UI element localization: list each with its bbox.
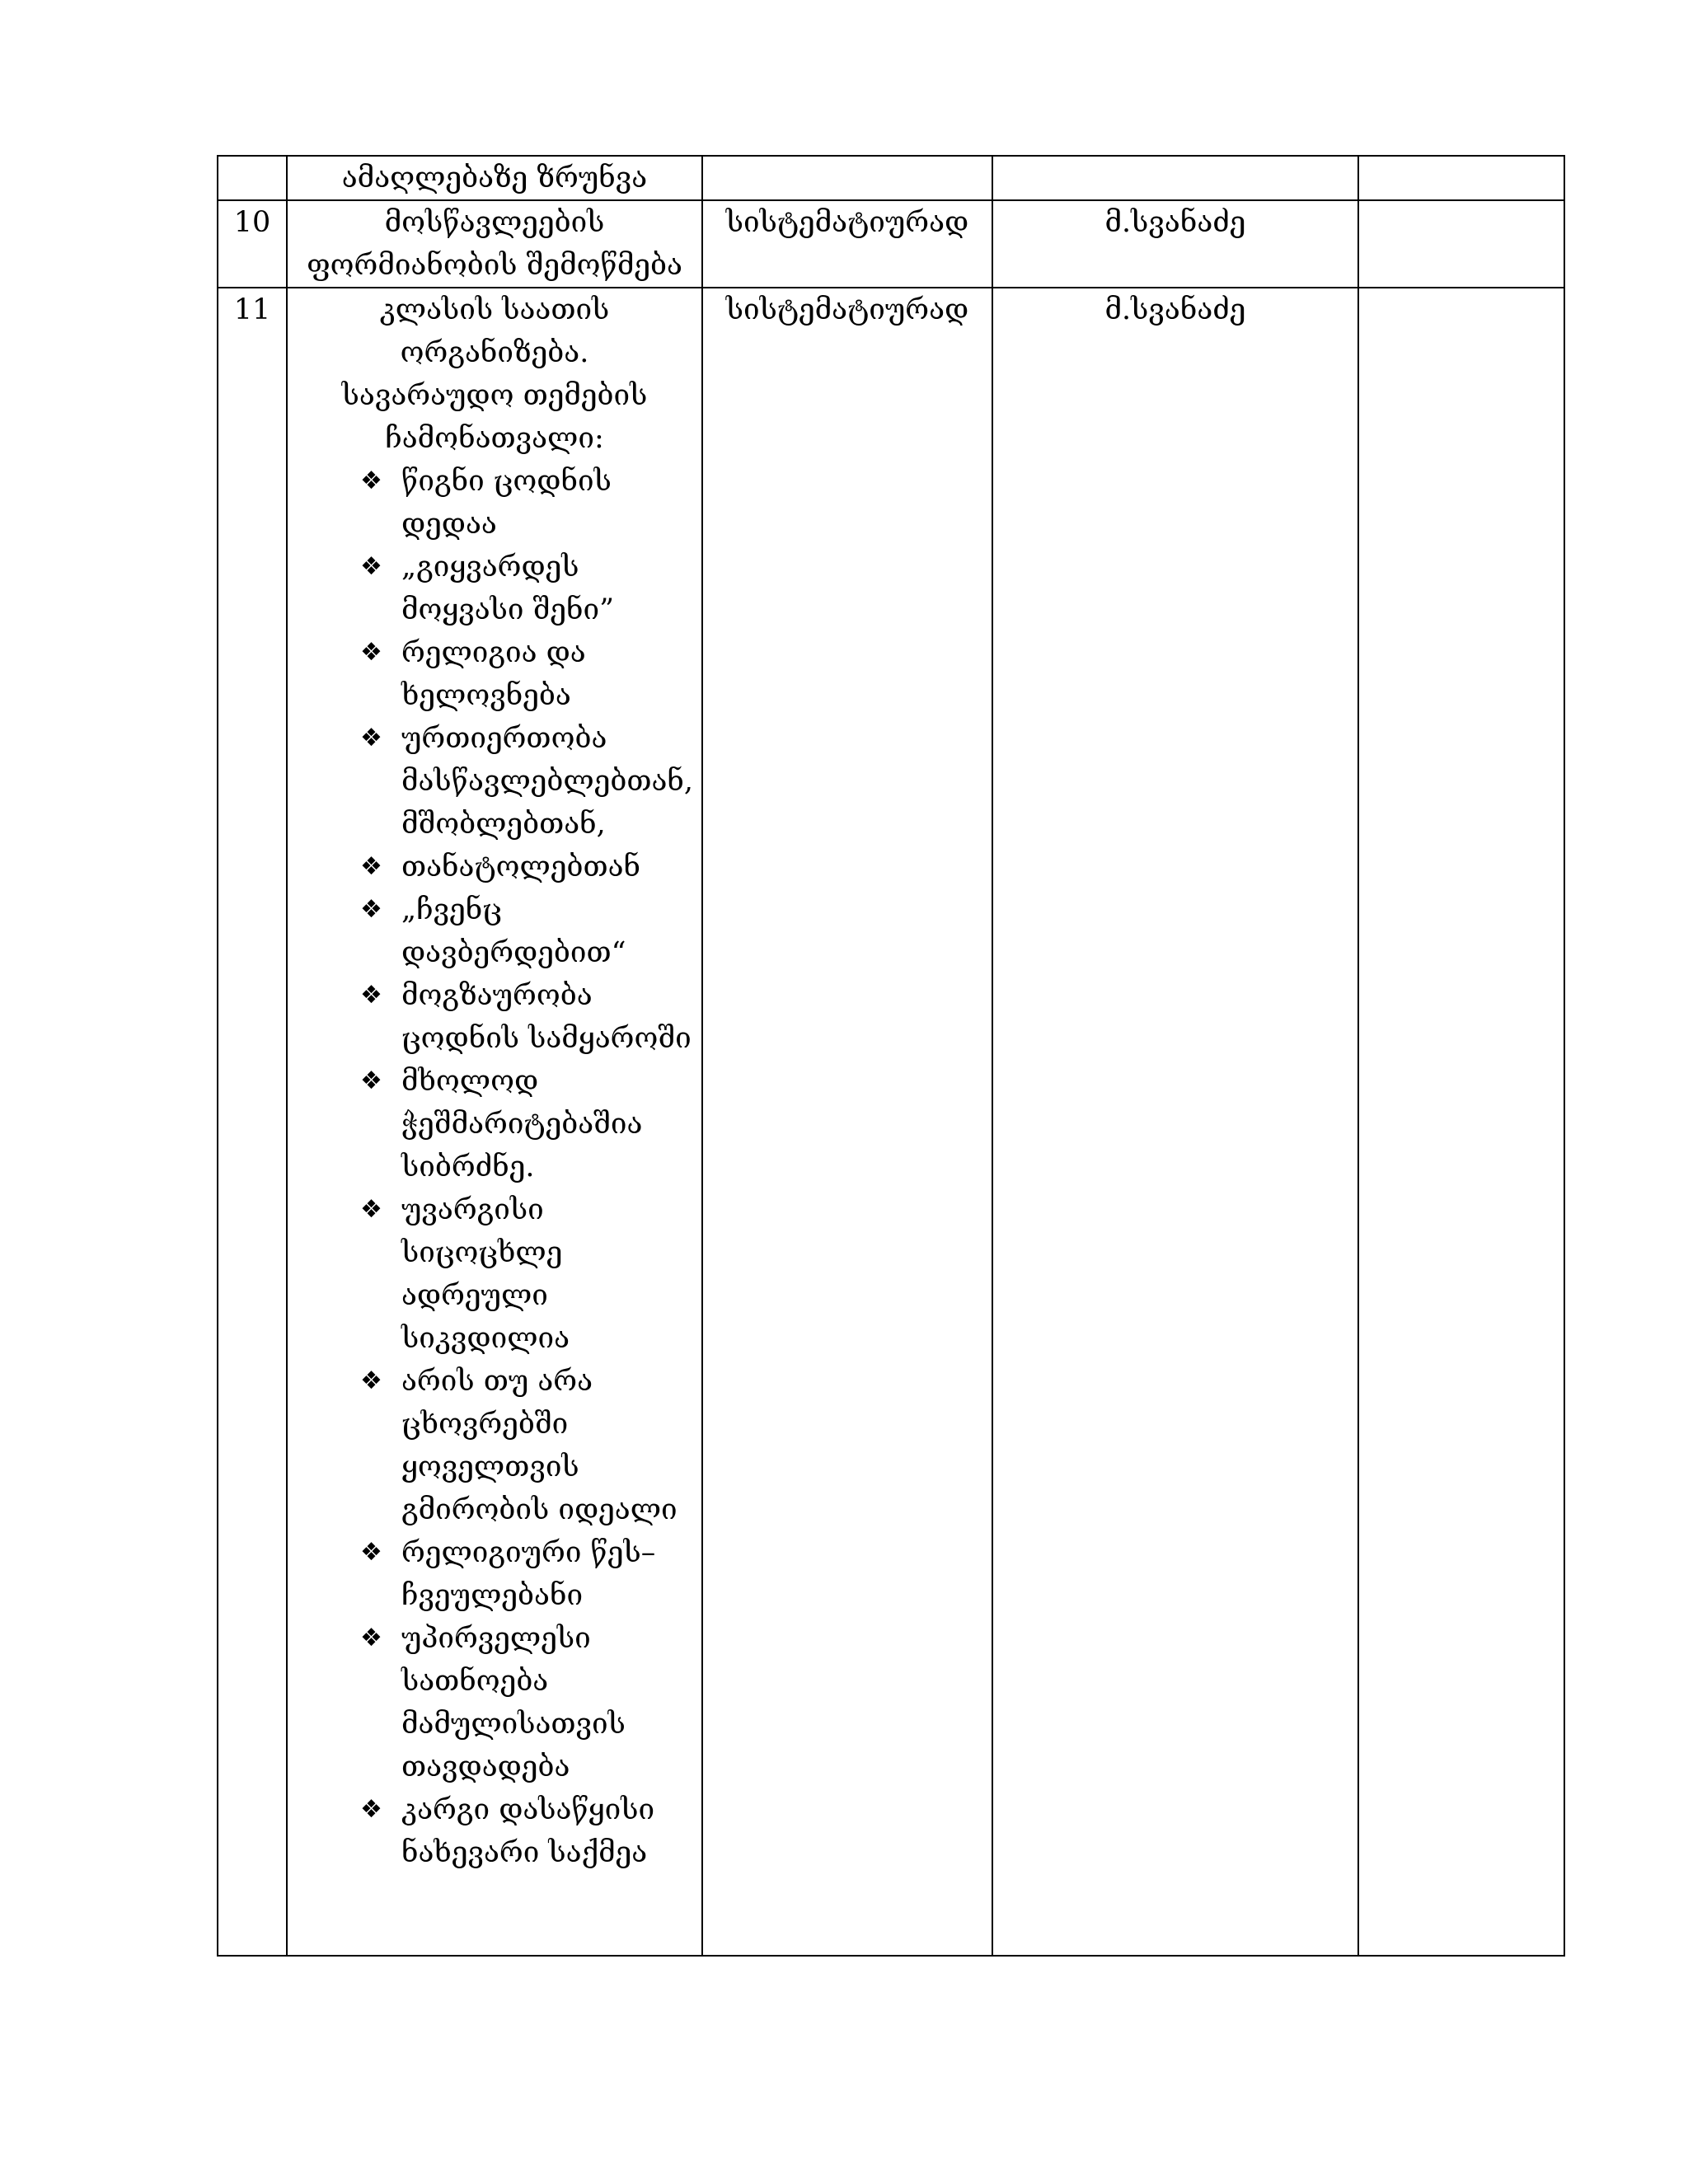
activity-plan-table: [217, 155, 1565, 1957]
topic-text: მხოლოდ: [401, 1065, 539, 1098]
diamond-bullet-icon: ❖: [360, 466, 382, 495]
responsible-cell: [992, 156, 1358, 200]
topic-text: თავდადება: [401, 1750, 570, 1783]
diamond-bullet-icon: ❖: [360, 1066, 382, 1095]
topic-list-item: [360, 888, 695, 974]
topic-text: მშობლებთან,: [401, 808, 606, 841]
topic-text: ჩვეულებანი: [401, 1579, 584, 1612]
topic-text: უვარგისი: [401, 1193, 544, 1226]
topic-text: მოყვასი შენი”: [401, 593, 615, 626]
topic-list-item: [360, 1788, 695, 1874]
topic-text: ურთიერთობა: [401, 722, 607, 755]
topic-text: სიცოცხლე: [401, 1236, 563, 1269]
diamond-bullet-icon: ❖: [360, 1624, 382, 1652]
topic-list-item: [360, 460, 695, 546]
row-number-cell: 11: [218, 288, 287, 1956]
diamond-bullet-icon: ❖: [360, 1538, 382, 1567]
topic-text: სათნოება: [401, 1665, 549, 1698]
row-number-cell: [218, 156, 287, 200]
topic-list-item: [360, 1360, 695, 1531]
topic-text: მოგზაურობა: [401, 979, 593, 1012]
timing-cell: სისტემატიურად: [702, 200, 992, 288]
activity-cell: [287, 156, 702, 200]
topic-list-item: [360, 631, 695, 717]
topic-text: ნახევარი საქმეა: [401, 1836, 648, 1869]
topic-text: დედაა: [401, 508, 497, 541]
topic-list-item: [360, 546, 695, 631]
activity-text: ორგანიზება.: [400, 336, 589, 369]
topic-text: მასწავლებლებთან,: [401, 765, 694, 798]
topic-text: წიგნი ცოდნის: [401, 465, 612, 498]
topic-text: ცხოვრებში: [401, 1408, 569, 1441]
activity-text: კლასის საათის: [379, 293, 610, 326]
topic-list-item: [360, 717, 695, 846]
topic-text: უპირველესი: [401, 1622, 591, 1655]
topic-text: რელიგია და: [401, 636, 586, 669]
topic-list-item: [360, 846, 695, 888]
note-cell: [1358, 156, 1564, 200]
activity-cell: [287, 200, 702, 288]
activity-text: ფორმიანობის შემოწმება: [307, 249, 682, 282]
topic-text: კარგი დასაწყისი: [401, 1793, 655, 1826]
activity-text: სავარაუდო თემების: [341, 379, 648, 412]
topic-list-item: [360, 974, 695, 1060]
diamond-bullet-icon: ❖: [360, 1195, 382, 1224]
activity-intro: [294, 288, 695, 460]
timing-cell: [702, 156, 992, 200]
activity-cell: [287, 288, 702, 1956]
topic-text: თანატოლებთან: [401, 851, 641, 883]
topic-text: ცოდნის სამყაროში: [401, 1022, 692, 1055]
diamond-bullet-icon: ❖: [360, 1795, 382, 1824]
diamond-bullet-icon: ❖: [360, 852, 382, 881]
diamond-bullet-icon: ❖: [360, 724, 382, 752]
timing-cell: სისტემატიურად: [702, 288, 992, 1956]
topic-text: „გიყვარდეს: [401, 551, 579, 583]
diamond-bullet-icon: ❖: [360, 1366, 382, 1395]
topics-list: [294, 460, 695, 1874]
topic-text: სიბრძნე.: [401, 1151, 535, 1183]
diamond-bullet-icon: ❖: [360, 638, 382, 667]
table-row: [218, 200, 1564, 288]
responsible-cell: მ.სვანაძე: [992, 200, 1358, 288]
activity-text: მოსწავლეების: [384, 206, 605, 239]
topic-text: ადრეული: [401, 1279, 548, 1312]
topic-text: დავბერდებით“: [401, 936, 626, 969]
topic-list-item: [360, 1188, 695, 1360]
topic-text: გმირობის იდეალი: [401, 1493, 678, 1526]
topic-text: „ჩვენც: [401, 893, 502, 926]
diamond-bullet-icon: ❖: [360, 981, 382, 1010]
topic-text: რელიგიური წეს–: [401, 1536, 656, 1569]
topic-text: ხელოვნება: [401, 679, 571, 712]
note-cell: [1358, 288, 1564, 1956]
diamond-bullet-icon: ❖: [360, 895, 382, 924]
activity-text: ჩამონათვალი:: [385, 422, 604, 455]
topic-text: ყოველთვის: [401, 1451, 579, 1483]
diamond-bullet-icon: ❖: [360, 552, 382, 581]
row-number-cell: 10: [218, 200, 287, 288]
responsible-cell: მ.სვანაძე: [992, 288, 1358, 1956]
topic-list-item: [360, 1531, 695, 1617]
topic-text: სიკვდილია: [401, 1322, 570, 1355]
note-cell: [1358, 200, 1564, 288]
topic-text: ჭეშმარიტებაშია: [401, 1108, 643, 1141]
topic-list-item: [360, 1060, 695, 1188]
topic-text: არის თუ არა: [401, 1365, 593, 1398]
table-row: [218, 156, 1564, 200]
table-row: [218, 288, 1564, 1956]
activity-text: ამაღლებაზე ზრუნვა: [341, 162, 648, 194]
topic-list-item: [360, 1617, 695, 1788]
topic-text: მამულისათვის: [401, 1708, 626, 1741]
